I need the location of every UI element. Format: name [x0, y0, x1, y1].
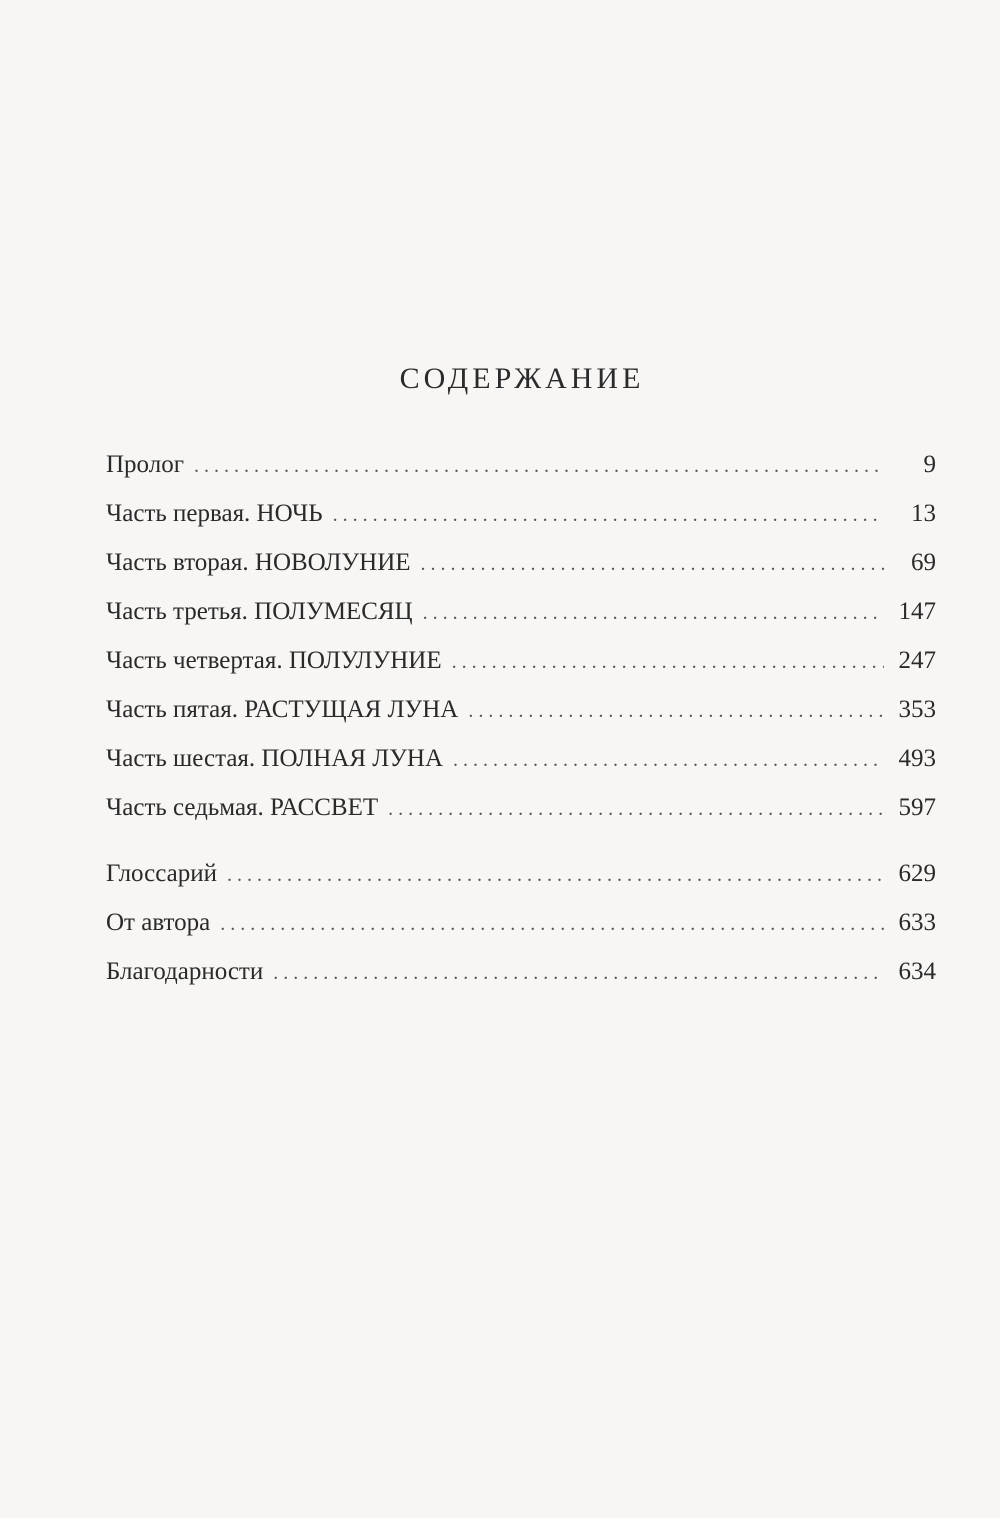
table-of-contents: [106, 450, 936, 1006]
toc-entry-label: От автора: [106, 909, 211, 936]
toc-entry-part-4: [106, 646, 936, 695]
dot-leader: [388, 794, 884, 824]
toc-entry-label: Часть седьмая. РАССВЕТ: [106, 794, 379, 821]
page-title: СОДЕРЖАНИЕ: [399, 362, 645, 395]
toc-entry-label: Благодарности: [106, 958, 264, 985]
toc-entry-part-3: [106, 597, 936, 646]
toc-entry-prologue: [106, 450, 936, 499]
toc-entry-label: Часть четвертая. ПОЛУЛУНИЕ: [106, 647, 442, 674]
toc-entry-glossary: [106, 859, 936, 908]
dot-leader: [194, 451, 884, 481]
toc-entry-page: 147: [898, 598, 936, 625]
toc-entry-label: Пролог: [106, 451, 184, 478]
toc-entry-label: Глоссарий: [106, 860, 218, 887]
toc-entry-page: 13: [911, 500, 936, 527]
dot-leader: [468, 696, 884, 726]
toc-entry-part-1: [106, 499, 936, 548]
toc-entry-part-5: [106, 695, 936, 744]
dot-leader: [333, 500, 884, 530]
toc-entry-page: 9: [923, 451, 936, 478]
toc-entry-part-6: [106, 744, 936, 793]
toc-entry-acknowledgements: [106, 957, 936, 1006]
dot-leader: [220, 909, 884, 939]
toc-entry-page: 629: [898, 860, 936, 887]
toc-entry-label: Часть третья. ПОЛУМЕСЯЦ: [106, 598, 413, 625]
toc-entry-label: Часть шестая. ПОЛНАЯ ЛУНА: [106, 745, 444, 772]
toc-entry-page: 247: [898, 647, 936, 674]
toc-entry-page: 634: [898, 958, 936, 985]
dot-leader: [421, 549, 884, 579]
toc-entry-label: Часть вторая. НОВОЛУНИЕ: [106, 549, 411, 576]
dot-leader: [452, 647, 884, 677]
dot-leader: [423, 598, 884, 628]
toc-entry-part-2: [106, 548, 936, 597]
dot-leader: [227, 860, 884, 890]
toc-entry-page: 493: [898, 745, 936, 772]
toc-entry-label: Часть первая. НОЧЬ: [106, 500, 323, 527]
toc-entry-page: 633: [898, 909, 936, 936]
toc-entry-page: 353: [898, 696, 936, 723]
toc-entry-page: 69: [911, 549, 936, 576]
dot-leader: [453, 745, 884, 775]
toc-entry-author-note: [106, 908, 936, 957]
dot-leader: [273, 958, 884, 988]
toc-entry-label: Часть пятая. РАСТУЩАЯ ЛУНА: [106, 696, 459, 723]
toc-entry-part-7: [106, 793, 936, 842]
toc-entry-page: 597: [898, 794, 936, 821]
